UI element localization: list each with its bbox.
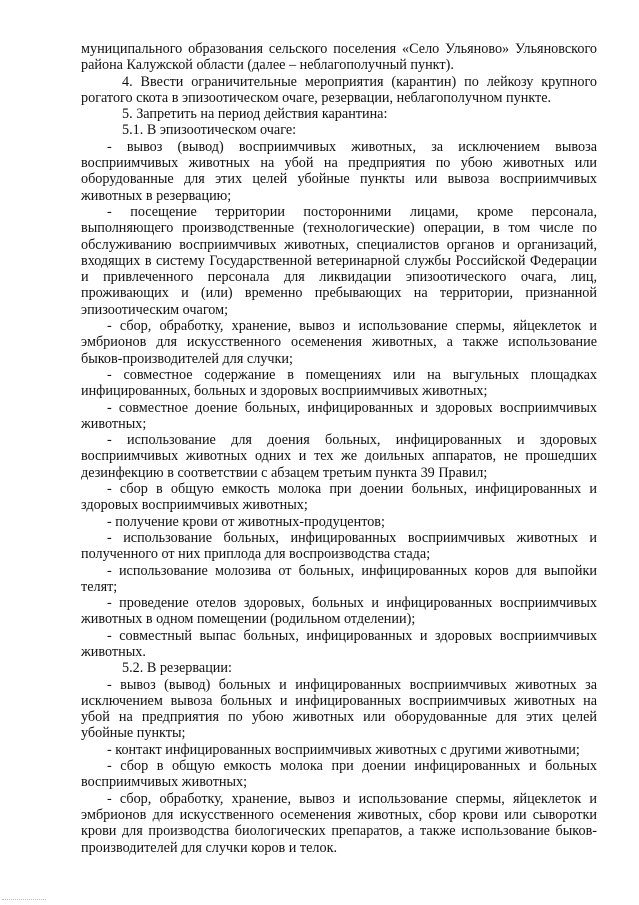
list-item: - совместный выпас больных, инфицированных и здоровых восприимчивых животных. bbox=[81, 627, 597, 660]
scan-edge-mark bbox=[2, 899, 46, 902]
list-item: - сбор в общую емкость молока при доении инфицированных и больных восприимчивых животных; bbox=[81, 758, 597, 791]
paragraph-item-5: 5. Запретить на период действия карантина: bbox=[122, 106, 388, 123]
list-item: - сбор, обработку, хранение, вывоз и использование спермы, яйцеклеток и эмбрионов для искусственного осеменения животных, а также использование быков-производителей для случки; bbox=[81, 318, 597, 367]
list-item: - сбор в общую емкость молока при доении больных, инфицированных и здоровых восприимчивых животных; bbox=[81, 481, 597, 514]
list-item: - посещение территории посторонними лицами, кроме персонала, выполняющего производственные (технологические) операции, в том числе по обслуживанию восприимчивых животных, специалистов органов и организаций, входящих в систему Государственной ветеринарной службы Российской Федерации и привлеченного персонала для ликвидации эпизоотического очага, лиц, проживающих и (или) временно пребывающих на территории, признанной эпизоотическим очагом; bbox=[81, 203, 597, 318]
list-item: - контакт инфицированных восприимчивых животных с другими животными; bbox=[107, 741, 580, 758]
list-item: - использование молозива от больных, инфицированных коров для выпойки телят; bbox=[81, 562, 597, 595]
list-item: - вывоз (вывод) восприимчивых животных, за исключением вывоза восприимчивых животных на убой на предприятия по убою животных или оборудованные для этих целей убойные пункты или вывоза восприимчивых животных в резервацию; bbox=[81, 138, 597, 204]
list-item: - сбор, обработку, хранение, вывоз и использование спермы, яйцеклеток и эмбрионов для искусственного осеменения животных, сбор крови или сыворотки крови для производства биологических препаратов, а также использование быков-производителей для случки коров и телок. bbox=[81, 790, 597, 856]
list-item: - вывоз (вывод) больных и инфицированных восприимчивых животных за исключением вывоза больных и инфицированных восприимчивых животных на убой на предприятия по убою животных или оборудованные для этих целей убойные пункты; bbox=[81, 676, 597, 742]
document-body bbox=[81, 41, 597, 856]
list-item: - использование для доения больных, инфицированных и здоровых восприимчивых животных одних и тех же доильных аппаратов, не прошедших дезинфекцию в соответствии с абзацем третьим пункта 39 Правил; bbox=[81, 432, 597, 481]
section-heading-5-1: 5.1. В эпизоотическом очаге: bbox=[122, 122, 297, 139]
list-item: - совместное доение больных, инфицированных и здоровых восприимчивых животных; bbox=[81, 399, 597, 432]
list-item: - совместное содержание в помещениях или на выгульных площадках инфицированных, больных и здоровых восприимчивых животных; bbox=[81, 366, 597, 400]
section-heading-5-2: 5.2. В резервации: bbox=[122, 660, 232, 677]
list-item: - использование больных, инфицированных восприимчивых животных и полученного от них приплода для воспроизводства стада; bbox=[81, 529, 597, 563]
list-item: - проведение отелов здоровых, больных и инфицированных восприимчивых животных в одном помещении (родильном отделении); bbox=[81, 595, 597, 628]
list-item: - получение крови от животных-продуцентов; bbox=[107, 513, 385, 530]
paragraph-continuation: муниципального образования сельского поселения «Село Ульяново» Ульяновского района Калужской области (далее – неблагополучный пункт). bbox=[81, 41, 597, 74]
paragraph-item-4: 4. Ввести ограничительные мероприятия (карантин) по лейкозу крупного рогатого скота в эпизоотическом очаге, резервации, неблагополучном пункте. bbox=[81, 73, 597, 106]
